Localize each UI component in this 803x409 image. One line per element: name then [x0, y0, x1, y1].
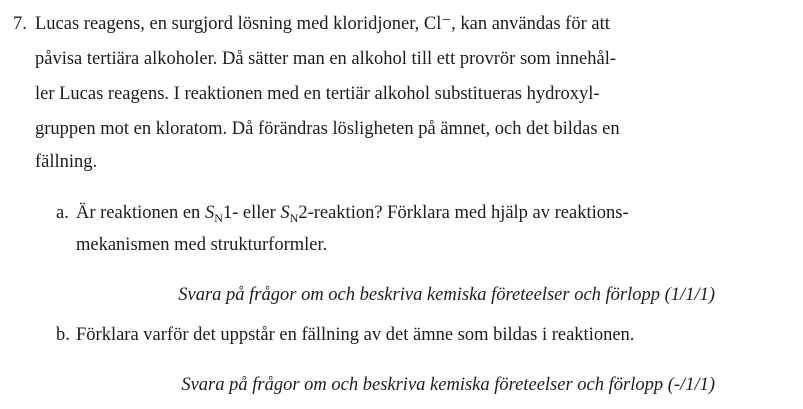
part-b-text: Förklara varför det uppstår en fällning av det ämne som bildas i reaktionen.	[76, 325, 635, 345]
part-b-letter: b.	[56, 325, 70, 345]
question-line-2: påvisa tertiära alkoholer. Då sätter man en alkohol till ett provrör som innehål-	[35, 49, 617, 69]
part-a-mid: 1- eller	[222, 203, 281, 223]
part-a-line-1	[76, 202, 629, 224]
part-a-letter: a.	[56, 203, 69, 223]
question-line-1: Lucas reagens, en surgjord lösning med kloridjoner, Cl⁻, kan användas för att	[35, 14, 610, 34]
part-a-prefix: Är reaktionen en	[76, 203, 205, 223]
question-line-3: ler Lucas reagens. I reaktionen med en tertiär alkohol substitueras hydroxyl-	[35, 84, 600, 104]
sn-subscript: N	[214, 211, 223, 225]
sn-symbol-2: S	[280, 203, 290, 223]
part-b-credit: Svara på frågor om och beskriva kemiska företeelser och förlopp (-/1/1)	[181, 375, 715, 395]
part-a-suffix: 2-reaktion? Förklara med hjälp av reaktions-	[298, 203, 629, 223]
question-number: 7.	[13, 14, 27, 34]
sn-symbol: S	[204, 203, 215, 223]
sn-subscript-2: N	[289, 211, 299, 225]
part-a-line-2: mekanismen med strukturformler.	[76, 235, 328, 255]
question-line-4: gruppen mot en kloratom. Då förändras lösligheten på ämnet, och det bildas en	[35, 119, 620, 139]
question-line-5: fällning.	[35, 152, 98, 172]
part-a-credit: Svara på frågor om och beskriva kemiska företeelser och förlopp (1/1/1)	[178, 285, 715, 305]
